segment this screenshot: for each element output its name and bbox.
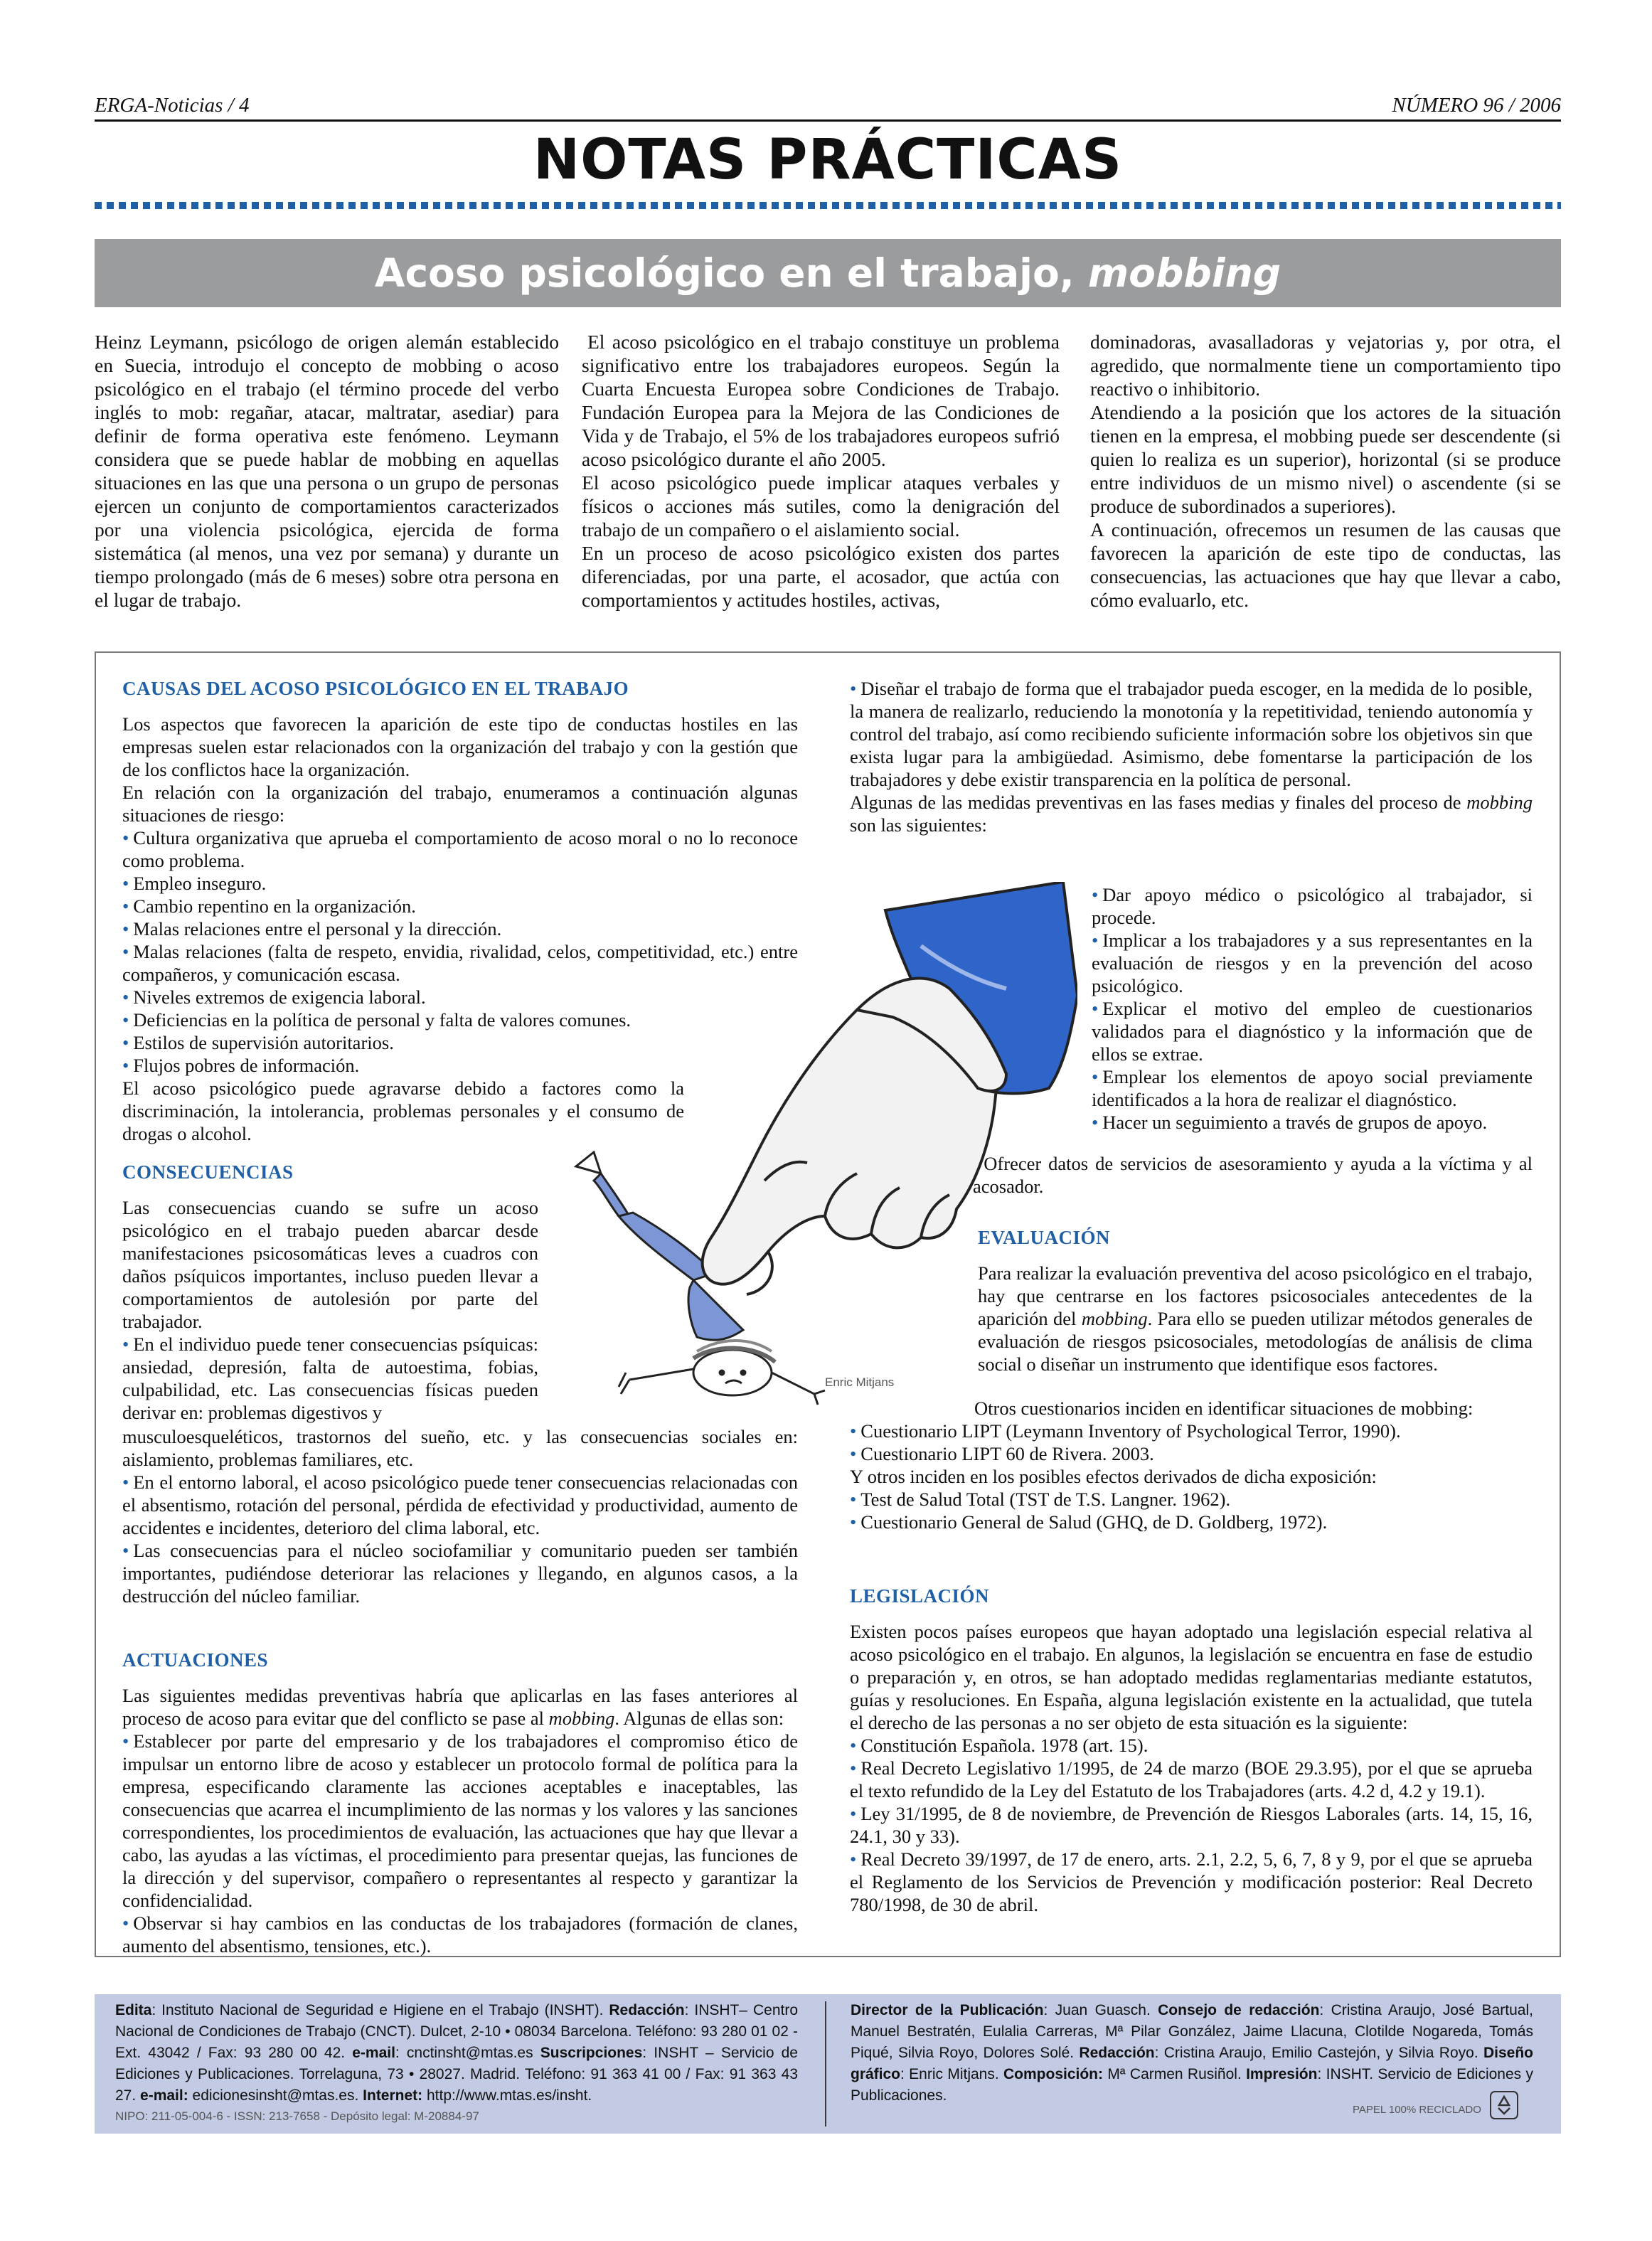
list-item: • Malas relaciones (falta de respeto, envidia, rivalidad, celos, competitividad, etc.) entre compañeros, y comunicación escasa. [122,941,798,985]
list-item: • Las consecuencias para el núcleo sociofamiliar y comunitario pueden ser también importantes, pudiéndose deteriorar las relaciones y llegando, en algunos casos, a la destrucción del núcleo familiar. [122,1540,798,1607]
article-title-emphasis: mobbing [1087,250,1281,296]
list-item: • Dar apoyo médico o psicológico al trabajador, si procede. [1092,884,1533,928]
list-item: • Cultura organizativa que aprueba el comportamiento de acoso moral o no lo reconoce como problema. [122,827,798,871]
list-item: • Constitución Española. 1978 (art. 15). [850,1735,1149,1756]
intro-column-2 [582,330,1060,612]
causas-paragraph: Los aspectos que favorecen la aparición de este tipo de conductas hostiles en las empresas suelen estar relacionados con la organización del trabajo y con la gestión que de los conflictos hace la organización. [122,713,798,780]
evaluacion-questionnaires [850,1397,1533,1533]
list-item: • Cambio repentino en la organización. [122,895,416,917]
causas-heading: CAUSAS DEL ACOSO PSICOLÓGICO EN EL TRABAJO [122,678,629,699]
intro-paragraph: El acoso psicológico en el trabajo constituye un problema significativo entre los trabajadores europeos. Según la Cuarta Encuesta Europea sobre Condiciones de Trabajo. Fundación Europea para la Mejora de las Condiciones de Vida y de Trabajo, el 5% de los trabajadores europeos sufrió acoso psicológico durante el año 2005. [582,331,1060,470]
intro-column-1 [95,330,559,612]
evaluacion-heading: EVALUACIÓN [978,1227,1111,1248]
list-item: • Establecer por parte del empresario y de los trabajadores el compromiso ético de impulsar un entorno libre de acoso y establecer un protocolo formal de política para la empresa, especificando claramente las acciones aceptables e inaceptables, las consecuencias que acarrea el incumplimiento de las normas y los valores y las sanciones correspondientes, los procedimientos de evaluación, las actuaciones que hay que llevar a cabo, las ayudas a las víctimas, el procedimiento para presentar quejas, las funciones de la dirección y del supervisor, compañero o representantes al respecto y garantizar la confidencialidad. [122,1730,798,1911]
intro-paragraph: Heinz Leymann, psicólogo de origen alemán establecido en Suecia, introdujo el concepto de mobbing o acoso psicológico en el trabajo (el término procede del verbo inglés to mob: regañar, atacar, maltratar, asediar) para definir de forma operativa este fenómeno. Leymann considera que se puede hablar de mobbing en aquellas situaciones en las que una persona o un grupo de personas ejercen un conjunto de comportamientos caracterizados por una violencia psicológica, ejercida de forma sistemática (al menos, una vez por semana) y durante un tiempo prolongado (más de 6 meses) sobre otra persona en el lugar de trabajo. [95,331,559,611]
legislacion-paragraph: Existen pocos países europeos que hayan adoptado una legislación especial relativa al acoso psicológico en el trabajo. En algunos, la legislación se encuentra en fase de estudio o preparación y, en otros, se han adoptado medidas reglamentarias mediante estatutos, guías y resoluciones. En España, alguna legislación existente en la actualidad, que tutela el derecho de las personas a no ser objeto de esta situación es la siguiente: [850,1621,1533,1733]
list-item: • Deficiencias en la política de personal y falta de valores comunes. [122,1009,632,1031]
footer-text: Director de la Publicación: Juan Guasch. Consejo de redacción: Cristina Araujo, José Bartual, Manuel Bestratén, Eulalia Carreras, Mª Pilar González, Jaime Llacuna, Clotilde Nogareda, Tomás Piqué, Silvia Royo, Dolores Solé. Redacción: Cristina Araujo, Emilio Castejón, y Silvia Royo. Diseño gráfico: Enric Mitjans. Composición: Mª Carmen Rusiñol. Impresión: INSHT. Servicio de Ediciones y Publicaciones. [851,2002,1533,2104]
intro-paragraph: Atendiendo a la posición que los actores de la situación tienen en la empresa, el mobbing puede ser descendente (si quien lo realiza es un superior), horizontal (si se produce entre individuos de un mismo nivel) o ascendente (si se produce de subordinados a superiores). [1090,401,1561,517]
list-item: • Flujos pobres de información. [122,1055,360,1076]
footer-publisher-info [115,2000,798,2107]
intro-paragraph: En un proceso de acoso psicológico existen dos partes diferenciadas, por una parte, el acosador, que actúa con comportamientos y actitudes hostiles, activas, [582,542,1060,611]
footer-text: Edita: Instituto Nacional de Seguridad e Higiene en el Trabajo (INSHT). Redacción: INSHT– Centro Nacional de Condiciones de Trabajo (CNCT). Dulcet, 2-10 • 08034 Barcelona. Teléfono: 93 280 01 02 - Ext. 43042 / Fax: 93 280 00 42. e-mail: cnctinsht@mtas.es Suscripciones: INSHT – Servicio de Ediciones y Publicaciones. Torrelaguna, 73 • 28027. Madrid. Teléfono: 91 363 41 00 / Fax: 91 363 43 27. e-mail: edicionesinsht@mtas.es. Internet: http://www.mtas.es/insht. [115,2002,799,2104]
causas-paragraph: El acoso psicológico puede agravarse debido a factores como la discriminación, la intolerancia, problemas personales y el consumo de drogas o alcohol. [122,1077,684,1144]
evaluacion-paragraph: Otros cuestionarios inciden en identificar situaciones de mobbing: [974,1398,1474,1419]
intro-column-3 [1090,330,1561,612]
section-title: NOTAS PRÁCTICAS [533,128,1123,192]
actuaciones-heading: ACTUACIONES [122,1649,269,1671]
list-item: • Observar si hay cambios en las conductas de los trabajadores (formación de clanes, aumento del absentismo, tensiones, etc.). [122,1912,798,1957]
header-rule [95,119,1561,122]
list-item: Ofrecer datos de servicios de asesoramiento y ayuda a la víctima y al acosador. [973,1153,1533,1197]
list-item: • En el individuo puede tener consecuencias psíquicas: ansiedad, depresión, falta de autoestima, fobias, culpabilidad, etc. Las consecuencias físicas pueden derivar en: problemas digestivos y [122,1334,538,1423]
consecuencias-section [122,1161,538,1424]
list-item: • Niveles extremos de exigencia laboral. [122,986,426,1008]
footer-divider [825,2001,826,2126]
running-header-left: ERGA-Noticias / 4 [95,94,250,117]
list-item: • En el entorno laboral, el acoso psicológico puede tener consecuencias relacionadas con el absentismo, rotación del personal, pérdida de efectividad y productividad, aumento de accidentes e incidentes, deterioro del clima laboral, etc. [122,1471,798,1538]
consecuencias-paragraph: Las consecuencias cuando se sufre un acoso psicológico en el trabajo pueden abarcar desde manifestaciones psicosomáticas leves a cuadros con daños psíquicos importantes, incluso pueden llevar a comportamientos de autolesión por parte del trabajador. [122,1197,538,1332]
actuaciones-paragraph: Algunas de las medidas preventivas en las fases medias y finales del proceso de mobbing son las siguientes: [850,792,1533,836]
list-item: • Ley 31/1995, de 8 de noviembre, de Prevención de Riesgos Laborales (arts. 14, 15, 16, 24.1, 30 y 33). [850,1803,1533,1847]
footer-editorial-info [851,2000,1533,2107]
list-item: • Real Decreto 39/1997, de 17 de enero, arts. 2.1, 2.2, 5, 6, 7, 8 y 9, por el que se aprueba el Reglamento de los Servicios de Prevención y modificación posterior: Real Decreto 780/1998, de 30 de abril. [850,1848,1533,1915]
evaluacion-paragraph: Y otros inciden en los posibles efectos derivados de dicha exposición: [850,1466,1377,1487]
dotted-divider [95,202,1561,209]
list-item: • Explicar el motivo del empleo de cuestionarios validados para el diagnóstico y la información que de ellos se extrae. [1092,998,1533,1065]
list-item: • Cuestionario General de Salud (GHQ, de D. Goldberg, 1972). [850,1511,1328,1533]
list-item: • Diseñar el trabajo de forma que el trabajador pueda escoger, en la medida de lo posible, la manera de realizarlo, reduciendo la monotonía y la repetitividad, teniendo autonomía y control del trabajo, así como recibiendo suficiente información sobre los objetivos sin que exista lugar para la ambigüedad. Asimismo, debe fomentarse la participación de los trabajadores y debe existir transparencia en la política de personal. [850,678,1533,790]
recycle-icon [1490,2091,1518,2119]
legislacion-heading: LEGISLACIÓN [850,1585,990,1607]
consecuencias-continued [122,1425,798,1607]
article-title: Acoso psicológico en el trabajo, [374,250,1088,296]
article-title-banner [95,239,1561,307]
list-item: • Implicar a los trabajadores y a sus representantes en la evaluación de riesgos y en la prevención del acoso psicológico. [1092,930,1533,996]
intro-paragraph: A continuación, ofrecemos un resumen de las causas que favorecen la aparición de este tipo de conductas, las consecuencias, las actuaciones que hay que llevar a cabo, cómo evaluarlo, etc. [1090,518,1561,611]
list-item: • Cuestionario LIPT (Leymann Inventory of Psychological Terror, 1990). [850,1420,1401,1442]
footer-nipo: NIPO: 211-05-004-6 - ISSN: 213-7658 - Depósito legal: M-20884-97 [115,2109,479,2123]
intro-paragraph: dominadoras, avasalladoras y vejatorias y, por otra, el agredido, que normalmente tiene un comportamiento tipo reactivo o inhibitorio. [1090,331,1561,400]
list-item: • Test de Salud Total (TST de T.S. Langner. 1962). [850,1489,1231,1510]
list-item: • Malas relaciones entre el personal y la dirección. [122,918,502,939]
hand-pressing-figure-illustration [551,882,1077,1408]
list-item: • Empleo inseguro. [122,873,267,894]
list-item: • Real Decreto Legislativo 1/1995, de 24 de marzo (BOE 29.3.95), por el que se aprueba el texto refundido de la Ley del Estatuto de los Trabajadores (arts. 4.2 d, 4.2 y 19.1). [850,1757,1533,1801]
intro-paragraph: El acoso psicológico puede implicar ataques verbales y físicos o acciones más sutiles, como la denigración del trabajo de un compañero o el aislamiento social. [582,472,1060,541]
legislacion-section [850,1585,1533,1916]
illustration-credit: Enric Mitjans [825,1375,895,1389]
consecuencias-heading: CONSECUENCIAS [122,1161,294,1183]
running-header-right: NÚMERO 96 / 2006 [1392,94,1561,117]
actuaciones-measures [1092,883,1533,1134]
list-item: musculoesqueléticos, trastornos del sueño, etc. y las consecuencias sociales en: aislamiento, problemas familiares, etc. [122,1426,798,1470]
evaluacion-paragraph: Para realizar la evaluación preventiva del acoso psicológico en el trabajo, hay que centrarse en los factores psicosociales antecedentes de la aparición del mobbing. Para ello se pueden utilizar métodos generales de evaluación de riesgos psicosociales, metodologías de análisis de clima social o diseñar un instrumento que identifique esos factores. [978,1262,1533,1375]
actuaciones-paragraph: Las siguientes medidas preventivas habría que aplicarlas en las fases anteriores al proceso de acoso para evitar que del conflicto se pase al mobbing. Algunas de ellas son: [122,1685,798,1729]
list-item: • Hacer un seguimiento a través de grupos de apoyo. [1092,1112,1488,1133]
actuaciones-continued [850,677,1533,836]
list-item: • Estilos de supervisión autoritarios. [122,1032,394,1053]
causas-paragraph: En relación con la organización del trabajo, enumeramos a continuación algunas situaciones de riesgo: [122,782,798,826]
actuaciones-section [122,1649,798,1957]
list-item: • Emplear los elementos de apoyo social previamente identificados a la hora de realizar el diagnóstico. [1092,1066,1533,1110]
recycled-paper-label: PAPEL 100% RECICLADO [1353,2104,1481,2116]
list-item: • Cuestionario LIPT 60 de Rivera. 2003. [850,1443,1154,1464]
